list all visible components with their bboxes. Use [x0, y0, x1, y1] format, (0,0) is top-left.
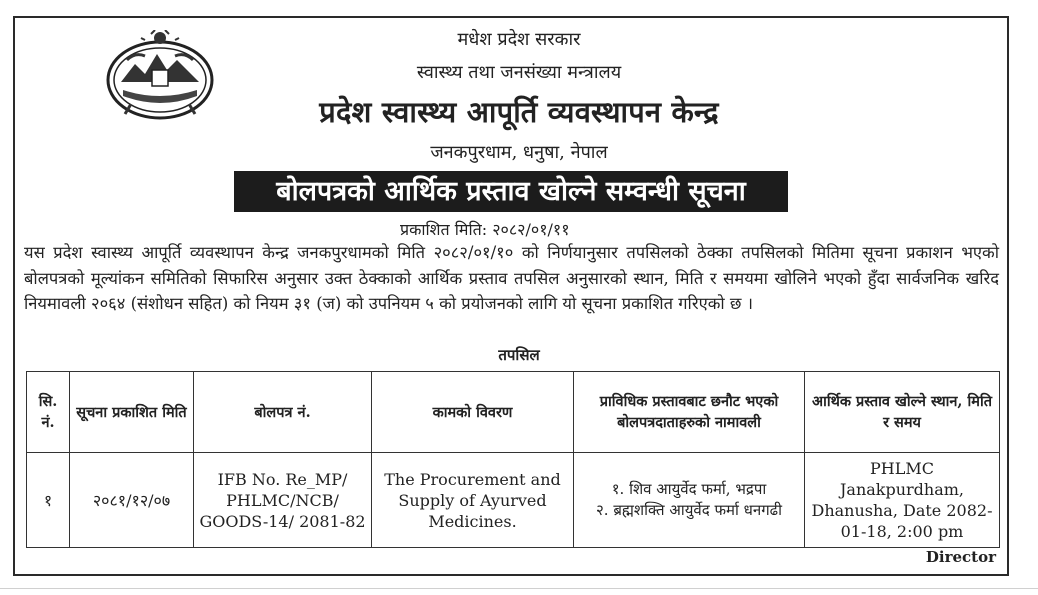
col-header-sn: सि. नं.: [27, 372, 70, 453]
table-row: [27, 453, 1000, 548]
cell-description: The Procurement and Supply of Ayurved Medicines.: [372, 453, 574, 548]
cell-bid-no: IFB No. Re_MP/ PHLMC/NCB/ GOODS-14/ 2081-82: [194, 453, 372, 548]
published-date: प्रकाशित मिति: २०८२/०१/११: [400, 220, 570, 239]
office-name: प्रदेश स्वास्थ्य आपूर्ति व्यवस्थापन केन्द्र: [319, 95, 719, 129]
ministry-name: स्वास्थ्य तथा जनसंख्या मन्त्रालय: [416, 62, 622, 83]
col-header-description: कामको विवरण: [372, 372, 574, 453]
schedule-table: [26, 371, 1000, 548]
col-header-bidders: प्राविधिक प्रस्तावबाट छनौट भएको बोलपत्रदाताहरुको नामावली: [574, 372, 805, 453]
schedule-title: तपसिल: [498, 346, 540, 364]
divider: [0, 588, 1038, 589]
cell-sn: १: [27, 453, 70, 548]
bidder-item: २. ब्रह्मशक्ति आयुर्वेद फर्मा धनगढी: [596, 501, 782, 519]
col-header-opening: आर्थिक प्रस्ताव खोल्ने स्थान, मिति र समय: [805, 372, 1000, 453]
bidder-item: १. शिव आयुर्वेद फर्मा, भद्रपा: [611, 480, 767, 498]
col-header-notice-date: सूचना प्रकाशित मिति: [70, 372, 194, 453]
cell-notice-date: २०८१/१२/०७: [70, 453, 194, 548]
signature-director: Director: [925, 548, 996, 566]
table-header-row: [27, 372, 1000, 453]
col-header-bid-no: बोलपत्र नं.: [194, 372, 372, 453]
office-address: जनकपुरधाम, धनुषा, नेपाल: [430, 142, 608, 163]
government-name: मधेश प्रदेश सरकार: [457, 29, 581, 50]
cell-opening: PHLMC Janakpurdham, Dhanusha, Date 2082-01-18, 2:00 pm: [805, 453, 1000, 548]
notice-title: बोलपत्रको आर्थिक प्रस्ताव खोल्ने सम्वन्धी सूचना: [234, 171, 788, 212]
cell-bidders: [574, 453, 805, 548]
notice-body: यस प्रदेश स्वास्थ्य आपूर्ति व्यवस्थापन केन्द्र जनकपुरधामको मिति २०८२/०१/१० को निर्णयानुसार तपसिलको ठेक्का तपसिलको मितिमा सूचना प्रकाशन भएको बोलपत्रको मूल्यांकन समितिको सिफारिस अनुसार उक्त ठेक्काको आर्थिक प्रस्ताव तपसिल अनुसारको स्थान, मिति र समयमा खोलिने भएको हुँदा सार्वजनिक खरिद नियमावली २०६४ (संशोधन सहित) को नियम ३१ (ज) को उपनियम ५ को प्रयोजनको लागि यो सूचना प्रकाशित गरिएको छ ।: [24, 243, 999, 313]
